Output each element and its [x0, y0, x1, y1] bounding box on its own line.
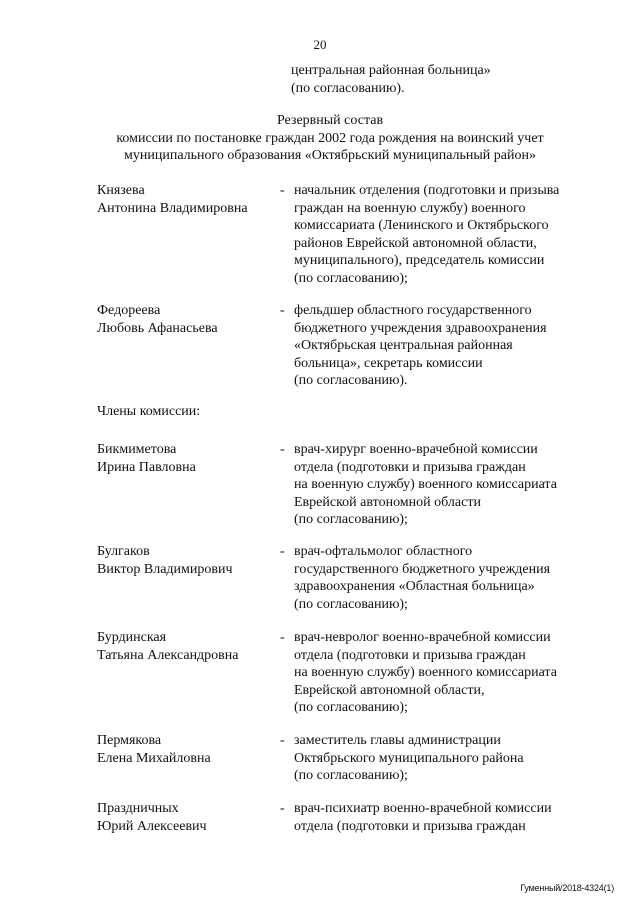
entry-role: заместитель главы администрации Октябрьского муниципального района (по согласованию); [294, 733, 524, 784]
section-heading [100, 112, 560, 165]
entry-dash: - [280, 801, 285, 816]
entry-name: Праздничных Юрий Алексеевич [97, 801, 207, 834]
entry-name: Федореева Любовь Афанасьева [97, 303, 218, 336]
entry-chair [97, 182, 597, 288]
intro-text: центральная районная больница» (по согласованию). [291, 63, 491, 96]
entry-dash: - [280, 630, 285, 645]
heading-line-1: Резервный состав [276, 113, 384, 128]
member-entry [97, 543, 597, 613]
heading-line-2: комиссии по постановке граждан 2002 года рождения на воинский учет [116, 130, 544, 146]
entry-name: Бурдинская Татьяна Александровна [97, 630, 239, 663]
heading-line-3: муниципального образования «Октябрьский муниципальный район» [124, 148, 536, 164]
entry-dash: - [280, 183, 285, 198]
entry-name: Пермякова Елена Михайловна [97, 733, 211, 766]
entry-secretary [97, 302, 597, 390]
entry-name: Булгаков Виктор Владимирович [97, 544, 233, 577]
entry-role: врач-психиатр военно-врачебной комиссии отдела (подготовки и призыва граждан [294, 801, 552, 834]
members-label: Члены комиссии: [97, 404, 201, 419]
footer-document-code: Гуменный/2018-4324(1) [520, 883, 614, 893]
member-entry [97, 732, 597, 785]
entry-role: начальник отделения (подготовки и призыва граждан на военную службу) военного комиссариата (Ленинского и Октябрьского районов Еврейской автономной области, муниципального), председатель комиссии (по согласованию); [294, 183, 560, 286]
member-entry [97, 441, 597, 529]
member-entry [97, 800, 597, 835]
entry-dash: - [280, 733, 285, 748]
entry-role: врач-невролог военно-врачебной комиссии отдела (подготовки и призыва граждан на военную службу) военного комиссариата Еврейской автономной области, (по согласованию); [294, 630, 557, 716]
entry-role: врач-офтальмолог областного государственного бюджетного учреждения здравоохранения «Областная больница» (по согласованию); [294, 544, 551, 612]
entry-dash: - [280, 303, 285, 318]
member-entry [97, 629, 597, 717]
entry-name: Бикмиметова Ирина Павловна [97, 442, 196, 475]
entry-name: Князева Антонина Владимировна [97, 183, 248, 216]
page-number: 20 [313, 37, 327, 52]
entry-dash: - [280, 544, 285, 559]
entry-role: фельдшер областного государственного бюджетного учреждения здравоохранения «Октябрьская центральная районная больница», секретарь комиссии (по согласованию). [294, 303, 547, 389]
entry-role: врач-хирург военно-врачебной комиссии отдела (подготовки и призыва граждан на военную службу) военного комиссариата Еврейской автономной области (по согласованию); [294, 442, 557, 528]
entry-dash: - [280, 442, 285, 457]
